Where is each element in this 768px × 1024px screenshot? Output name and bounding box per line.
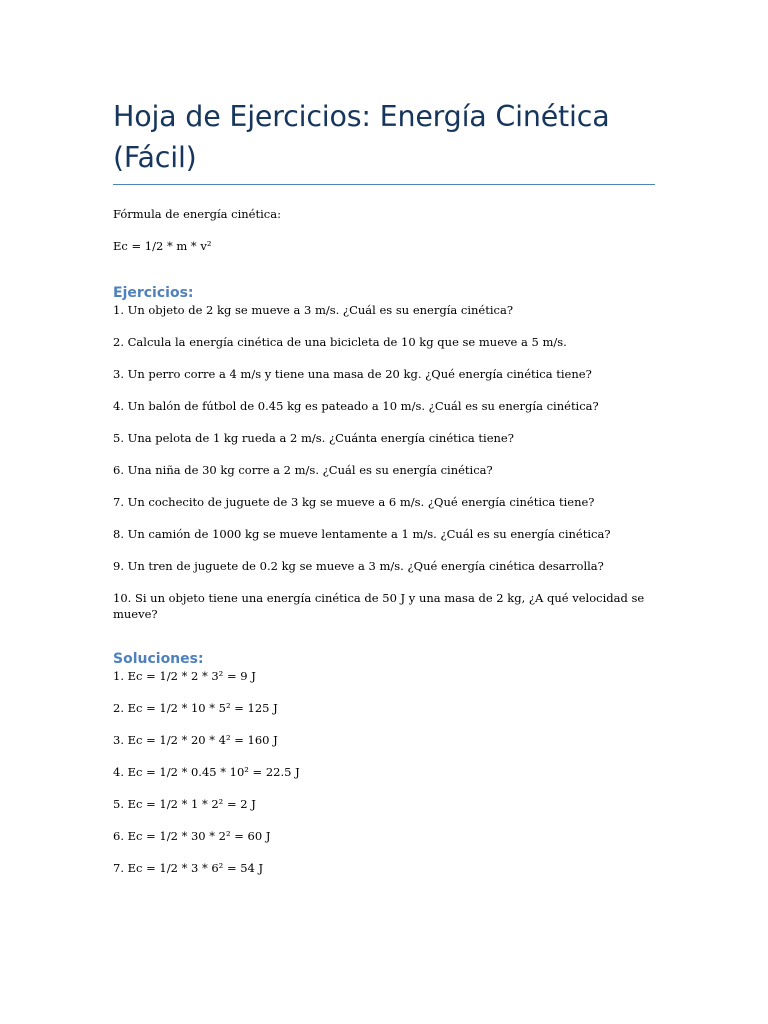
solution-item: 6. Ec = 1/2 * 30 * 2² = 60 J <box>113 829 271 843</box>
document-page <box>113 96 655 876</box>
formula-label: Fórmula de energía cinética: <box>113 207 281 221</box>
exercise-item: 3. Un perro corre a 4 m/s y tiene una masa de 20 kg. ¿Qué energía cinética tiene? <box>113 367 592 381</box>
solution-item: 3. Ec = 1/2 * 20 * 4² = 160 J <box>113 733 278 747</box>
exercise-item: 7. Un cochecito de juguete de 3 kg se mueve a 6 m/s. ¿Qué energía cinética tiene? <box>113 495 595 509</box>
solutions-list <box>113 668 655 876</box>
exercise-item: 10. Si un objeto tiene una energía cinética de 50 J y una masa de 2 kg, ¿A qué velocidad se mueve? <box>113 591 645 621</box>
solution-item: 5. Ec = 1/2 * 1 * 2² = 2 J <box>113 797 256 811</box>
solutions-heading: Soluciones: <box>113 651 204 667</box>
exercise-item: 5. Una pelota de 1 kg rueda a 2 m/s. ¿Cuánta energía cinética tiene? <box>113 431 514 445</box>
exercise-item: 8. Un camión de 1000 kg se mueve lentamente a 1 m/s. ¿Cuál es su energía cinética? <box>113 527 611 541</box>
exercises-heading: Ejercicios: <box>113 285 194 301</box>
exercise-item: 1. Un objeto de 2 kg se mueve a 3 m/s. ¿Cuál es su energía cinética? <box>113 303 513 317</box>
title-underline <box>113 184 655 185</box>
exercise-item: 6. Una niña de 30 kg corre a 2 m/s. ¿Cuál es su energía cinética? <box>113 463 493 477</box>
exercise-item: 4. Un balón de fútbol de 0.45 kg es pateado a 10 m/s. ¿Cuál es su energía cinética? <box>113 399 599 413</box>
exercise-item: 9. Un tren de juguete de 0.2 kg se mueve a 3 m/s. ¿Qué energía cinética desarrolla? <box>113 559 604 573</box>
solution-item: 1. Ec = 1/2 * 2 * 3² = 9 J <box>113 669 256 683</box>
formula-text: Ec = 1/2 * m * v² <box>113 239 212 253</box>
solution-item: 4. Ec = 1/2 * 0.45 * 10² = 22.5 J <box>113 765 300 779</box>
solution-item: 2. Ec = 1/2 * 10 * 5² = 125 J <box>113 701 278 715</box>
page-title: Hoja de Ejercicios: Energía Cinética (Fácil) <box>113 100 610 174</box>
solution-item: 7. Ec = 1/2 * 3 * 6² = 54 J <box>113 861 264 875</box>
exercises-list <box>113 302 655 622</box>
exercise-item: 2. Calcula la energía cinética de una bicicleta de 10 kg que se mueve a 5 m/s. <box>113 335 567 349</box>
